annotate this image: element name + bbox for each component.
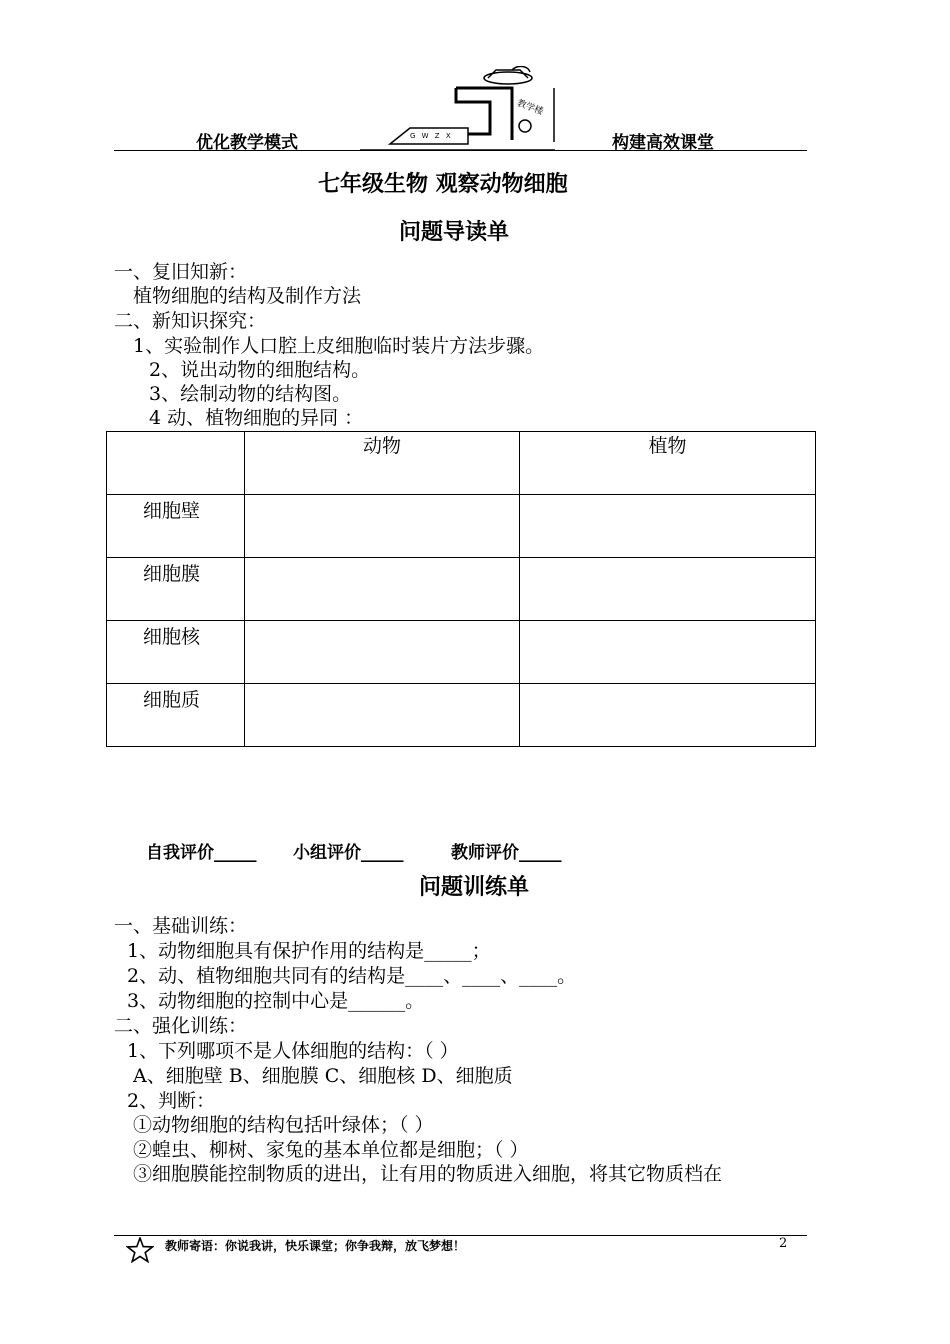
section2-line: 3、动物细胞的控制中心是______。 (127, 990, 425, 1012)
section2-line: 1、下列哪项不是人体细胞的结构：（ ） (127, 1040, 459, 1062)
section1-line: 4 动、植物细胞的异同 ： (149, 407, 364, 429)
table-row (107, 558, 816, 621)
table-row-label: 细胞核 (107, 621, 245, 684)
section2-line: ①动物细胞的结构包括叶绿体；（ ） (133, 1114, 434, 1136)
section2-line: 2、动、植物细胞共同有的结构是____、____、____。 (127, 965, 577, 987)
section1-line: 1、实验制作人口腔上皮细胞临时装片方法步骤。 (133, 335, 545, 357)
table-cell[interactable] (245, 684, 520, 747)
page-number: 2 (779, 1236, 788, 1251)
section1-line: 二、新知识探究： (114, 310, 267, 332)
table-row (107, 495, 816, 558)
table-header-cell: 动物 (245, 432, 520, 495)
table-header-row (107, 432, 816, 495)
footer-rule (114, 1235, 807, 1236)
section2-line: ③细胞膜能控制物质的进出，让有用的物质进入细胞，将其它物质档在 (133, 1163, 723, 1185)
section1-line: 植物细胞的结构及制作方法 (133, 285, 362, 307)
header-left: 优化教学模式 (196, 133, 298, 153)
table-cell[interactable] (245, 621, 520, 684)
table-header-cell: 植物 (520, 432, 816, 495)
table-cell[interactable] (245, 495, 520, 558)
section2-line: 2、判断： (127, 1090, 216, 1112)
self-evaluation: 自我评价_____ (146, 843, 257, 863)
section1-heading: 问题导读单 (399, 220, 510, 245)
teacher-evaluation: 教师评价_____ (451, 843, 562, 863)
section2-line: 二、强化训练： (114, 1015, 248, 1037)
table-row-label: 细胞膜 (107, 558, 245, 621)
table-header-cell (107, 432, 245, 495)
table-row-label: 细胞壁 (107, 495, 245, 558)
table-row-label: 细胞质 (107, 684, 245, 747)
table-cell[interactable] (520, 495, 816, 558)
table-cell[interactable] (520, 621, 816, 684)
logo-text: 教学楼 (515, 98, 545, 118)
section2-line: 一、基础训练： (114, 915, 248, 937)
group-evaluation: 小组评价_____ (293, 843, 404, 863)
table-cell[interactable] (520, 684, 816, 747)
comparison-table (106, 431, 816, 747)
section1-line: 一、复旧知新： (114, 261, 248, 283)
page-title: 七年级生物 观察动物细胞 (318, 172, 568, 197)
star-icon (126, 1237, 154, 1263)
section1-line: 3、绘制动物的结构图。 (149, 383, 352, 405)
table-row (107, 621, 816, 684)
footer-motto: 教师寄语：你说我讲，快乐课堂；你争我辩，放飞梦想！ (165, 1239, 466, 1253)
section2-line: ②蝗虫、柳树、家兔的基本单位都是细胞；（ ） (133, 1139, 529, 1161)
section2-line: 1、动物细胞具有保护作用的结构是_____； (127, 940, 491, 962)
section2-line: A、细胞壁 B、细胞膜 C、细胞核 D、细胞质 (133, 1065, 513, 1087)
table-cell[interactable] (520, 558, 816, 621)
logo-letters: G W Z X (410, 132, 453, 140)
table-cell[interactable] (245, 558, 520, 621)
section2-heading: 问题训练单 (419, 875, 530, 900)
section1-line: 2、说出动物的细胞结构。 (149, 359, 371, 381)
table-row (107, 684, 816, 747)
header-right: 构建高效课堂 (612, 133, 714, 153)
header-rule (114, 150, 807, 151)
